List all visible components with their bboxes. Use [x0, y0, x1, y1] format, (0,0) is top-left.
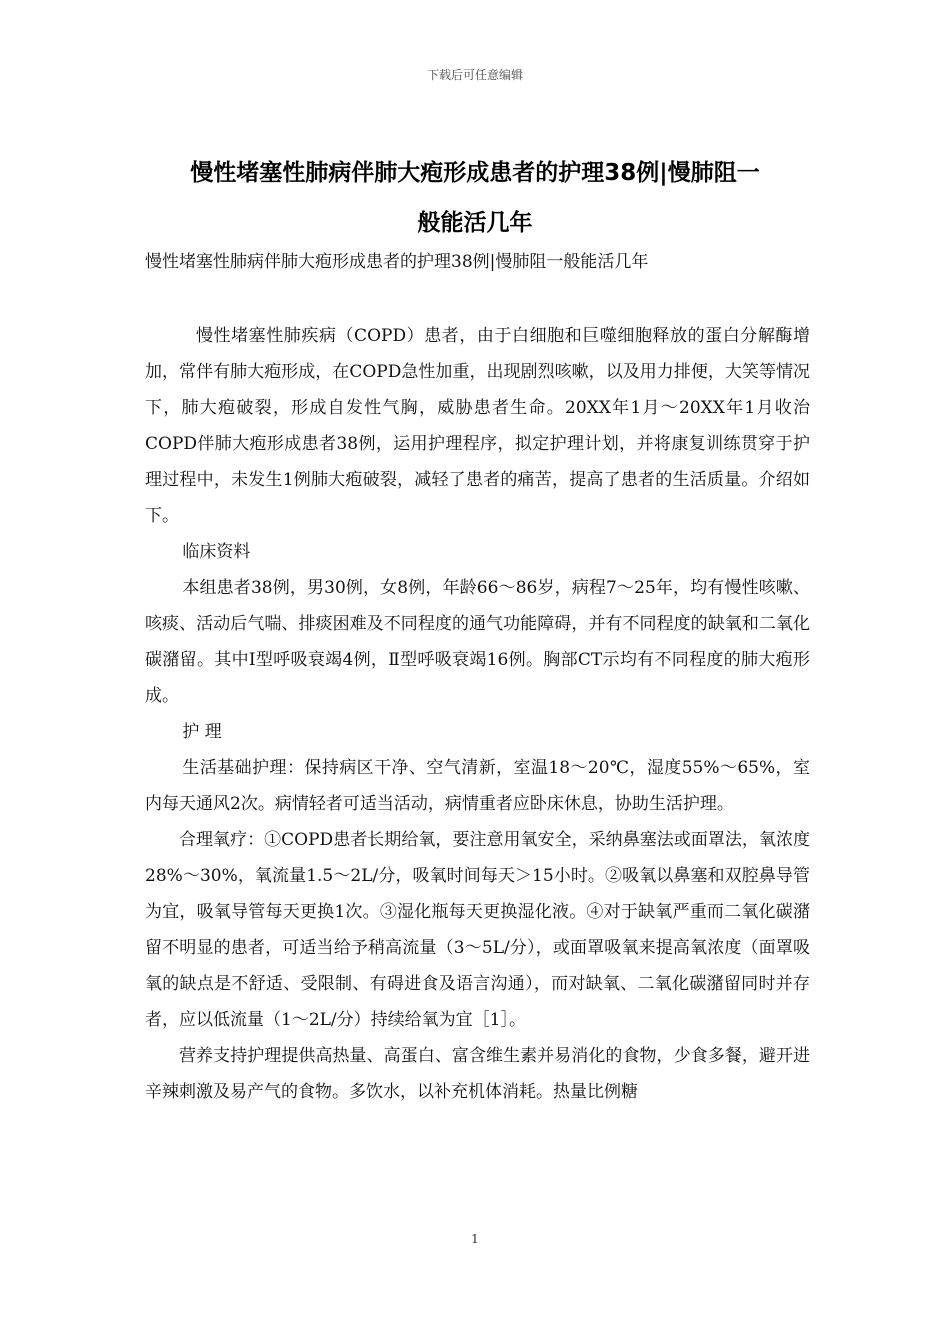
document-body: [145, 318, 810, 1110]
title-line-2: 般能活几年: [417, 210, 533, 236]
intro-paragraph: 慢性堵塞性肺疾病（COPD）患者，由于白细胞和巨噬细胞释放的蛋白分解酶增加，常伴有肺大疱形成，在COPD急性加重，出现剧烈咳嗽，以及用力排便，大笑等情况下，肺大疱破裂，形成自发性气胸，威胁患者生命。20XX年1月～20XX年1月收治COPD伴肺大疱形成患者38例，运用护理程序，拟定护理计划，并将康复训练贯穿于护理过程中，未发生1例肺大疱破裂，减轻了患者的痛苦，提高了患者的生活质量。介绍如下。: [145, 326, 810, 526]
section-heading-clinical: 临床资料: [182, 542, 251, 562]
page-number: 1: [471, 1232, 479, 1246]
title-line-1: 慢性堵塞性肺病伴肺大疱形成患者的护理38例|慢肺阻一: [190, 160, 760, 186]
document-title: [140, 148, 810, 248]
section-heading-nursing: 护 理: [182, 722, 222, 742]
document-subtitle: 慢性堵塞性肺病伴肺大疱形成患者的护理38例|慢肺阻一般能活几年: [145, 252, 649, 272]
page-header: 下载后可任意编辑: [426, 68, 523, 82]
nutrition-paragraph: 营养支持护理提供高热量、高蛋白、富含维生素并易消化的食物，少食多餐，避开进辛辣刺激及易产气的食物。多饮水，以补充机体消耗。热量比例糖: [145, 1046, 810, 1102]
clinical-paragraph: 本组患者38例，男30例，女8例，年龄66～86岁，病程7～25年，均有慢性咳嗽、咳痰、活动后气喘、排痰困难及不同程度的通气功能障碍，并有不同程度的缺氧和二氧化碳潴留。其中Ⅰ型呼吸衰竭4例，Ⅱ型呼吸衰竭16例。胸部CT示均有不同程度的肺大疱形成。: [145, 578, 810, 706]
oxygen-therapy-paragraph: 合理氧疗：①COPD患者长期给氧，要注意用氧安全，采纳鼻塞法或面罩法，氧浓度28%～30%，氧流量1.5～2L/分，吸氧时间每天＞15小时。②吸氧以鼻塞和双腔鼻导管为宜，吸氧导管每天更换1次。③湿化瓶每天更换湿化液。④对于缺氧严重而二氧化碳潴留不明显的患者，可适当给予稍高流量（3～5L/分），或面罩吸氧来提高氧浓度（面罩吸氧的缺点是不舒适、受限制、有碍进食及语言沟通），而对缺氧、二氧化碳潴留同时并存者，应以低流量（1～2L/分）持续给氧为宜［1］。: [145, 830, 810, 1030]
basic-care-paragraph: 生活基础护理：保持病区干净、空气清新，室温18～20℃，湿度55%～65%，室内每天通风2次。病情轻者可适当活动，病情重者应卧床休息，协助生活护理。: [145, 758, 810, 814]
